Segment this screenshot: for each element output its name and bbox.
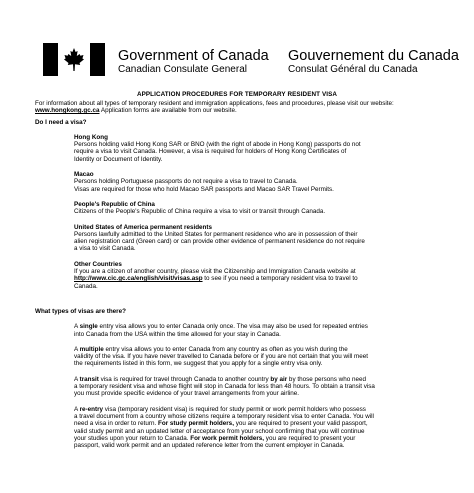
prc-line: Citizens of the People's Republic of China require a visa to visit or transit through Canada. bbox=[74, 208, 326, 216]
document-body bbox=[35, 100, 450, 449]
macao-heading: Macao bbox=[74, 171, 94, 179]
hong-kong-line: Identity or Document of Identity. bbox=[74, 155, 163, 163]
work-permit-keyword: For work permit holders, bbox=[190, 434, 265, 442]
usa-line: Persons lawfully admitted to the United States for permanent residence who are in possession of their bbox=[74, 230, 358, 238]
usa-heading: United States of America permanent residents bbox=[74, 223, 212, 231]
single-keyword: single bbox=[79, 323, 98, 331]
hong-kong-line: Persons holding valid Hong Kong SAR or BNO (with the right of abode in Hong Kong) passports do not bbox=[74, 141, 361, 149]
other-countries-text: to see if you need a temporary resident visa to travel to bbox=[202, 275, 358, 283]
single-entry-line: A single entry visa allows you to enter Canada only once. The visa may also be used for repeated entries bbox=[74, 323, 368, 331]
single-entry-line: into Canada from the USA within the time allowed for your stay in Canada. bbox=[74, 330, 281, 338]
cic-visa-link[interactable]: http://www.cic.gc.ca/english/visit/visas.asp bbox=[74, 275, 203, 283]
hong-kong-line: require a visa to visit Canada. However, a visa is required for holders of Hong Kong Certificates of bbox=[74, 148, 347, 156]
macao-line: Visas are required for those who hold Macao SAR passports and Macao SAR Travel Permits. bbox=[74, 185, 334, 193]
visa-types-section bbox=[74, 323, 450, 449]
transit-line: A transit visa is required for travel through Canada to another country by air by those persons who need bbox=[74, 375, 366, 383]
reentry-line: need a visa in order to return. For study permit holders, you are required to present your valid passport, bbox=[74, 420, 368, 428]
transit-line: you must provide specific evidence of your travel arrangements from your airline. bbox=[74, 390, 300, 398]
usa-line: a visa to visit Canada. bbox=[74, 245, 136, 253]
transit-line: a temporary resident visa and whose flight will stop in Canada for less than 48 hours. To obtain a transit visa bbox=[74, 383, 375, 391]
study-permit-keyword: For study permit holders, bbox=[158, 420, 234, 428]
reentry-keyword: re-entry bbox=[79, 405, 104, 413]
prc-heading: People's Republic of China bbox=[74, 200, 155, 208]
website-link[interactable]: www.hongkong.gc.ca bbox=[35, 107, 100, 115]
document-title: APPLICATION PROCEDURES FOR TEMPORARY RESIDENT VISA bbox=[136, 91, 338, 98]
reentry-line: passport, valid work permit and an updated reference letter from the current employer in Canada. bbox=[74, 442, 345, 450]
visa-requirements-section bbox=[74, 134, 450, 290]
question-need-visa: Do I need a visa? bbox=[35, 118, 87, 126]
intro-text: For information about all types of temporary resident and immigration applications, fees and procedures, please visit our website: bbox=[35, 100, 394, 107]
hong-kong-heading: Hong Kong bbox=[74, 133, 108, 141]
flag-right-bar bbox=[90, 43, 105, 76]
question-visa-types: What types of visas are there? bbox=[35, 307, 126, 315]
reentry-line: your studies upon your return to Canada. For work permit holders, you are required to present your bbox=[74, 434, 356, 442]
reentry-line: A re-entry visa (temporary resident visa) is required for study permit or work permit holders who possess bbox=[74, 405, 366, 413]
multiple-entry-line: validity of the visa. If you have never travelled to Canada before or if you are not certain that you will meet bbox=[74, 353, 369, 361]
reentry-line: valid study permit and an updated letter of acceptance from your school confirming that you will continue bbox=[74, 427, 365, 435]
by-air-keyword: by air bbox=[270, 375, 288, 383]
intro-text-end: Application forms are available from our website. bbox=[99, 107, 237, 115]
maple-leaf-icon bbox=[62, 47, 86, 72]
reentry-line: a travel document from a country whose citizens require a temporary resident visa to enter Canada. You will bbox=[74, 412, 374, 420]
other-countries-heading: Other Countries bbox=[74, 260, 122, 268]
other-countries-line: Canada. bbox=[74, 282, 98, 290]
intro-paragraph bbox=[35, 100, 450, 115]
multiple-keyword: multiple bbox=[79, 345, 104, 353]
other-countries-line bbox=[74, 275, 450, 282]
header-french-title: Gouvernement du Canada bbox=[288, 48, 459, 64]
header-french-subtitle: Consulat Général du Canada bbox=[288, 64, 418, 75]
transit-keyword: transit bbox=[79, 375, 99, 383]
flag-left-bar bbox=[43, 43, 58, 76]
canada-flag-icon bbox=[43, 43, 105, 76]
usa-line: alien registration card (Green card) or can provide other evidence of permanent residence do not require bbox=[74, 238, 365, 246]
multiple-entry-line: the requirements listed in this form, we suggest that you apply for a single entry visa only. bbox=[74, 360, 323, 368]
header-english-subtitle: Canadian Consulate General bbox=[118, 64, 247, 75]
header-english-title: Government of Canada bbox=[118, 48, 269, 64]
macao-line: Persons holding Portuguese passports do not require a visa to travel to Canada. bbox=[74, 178, 298, 186]
multiple-entry-line: A multiple entry visa allows you to enter Canada from any country as often as you wish during the bbox=[74, 345, 348, 353]
other-countries-line: If you are a citizen of another country, please visit the Citizenship and Immigration Canada website at bbox=[74, 268, 356, 276]
